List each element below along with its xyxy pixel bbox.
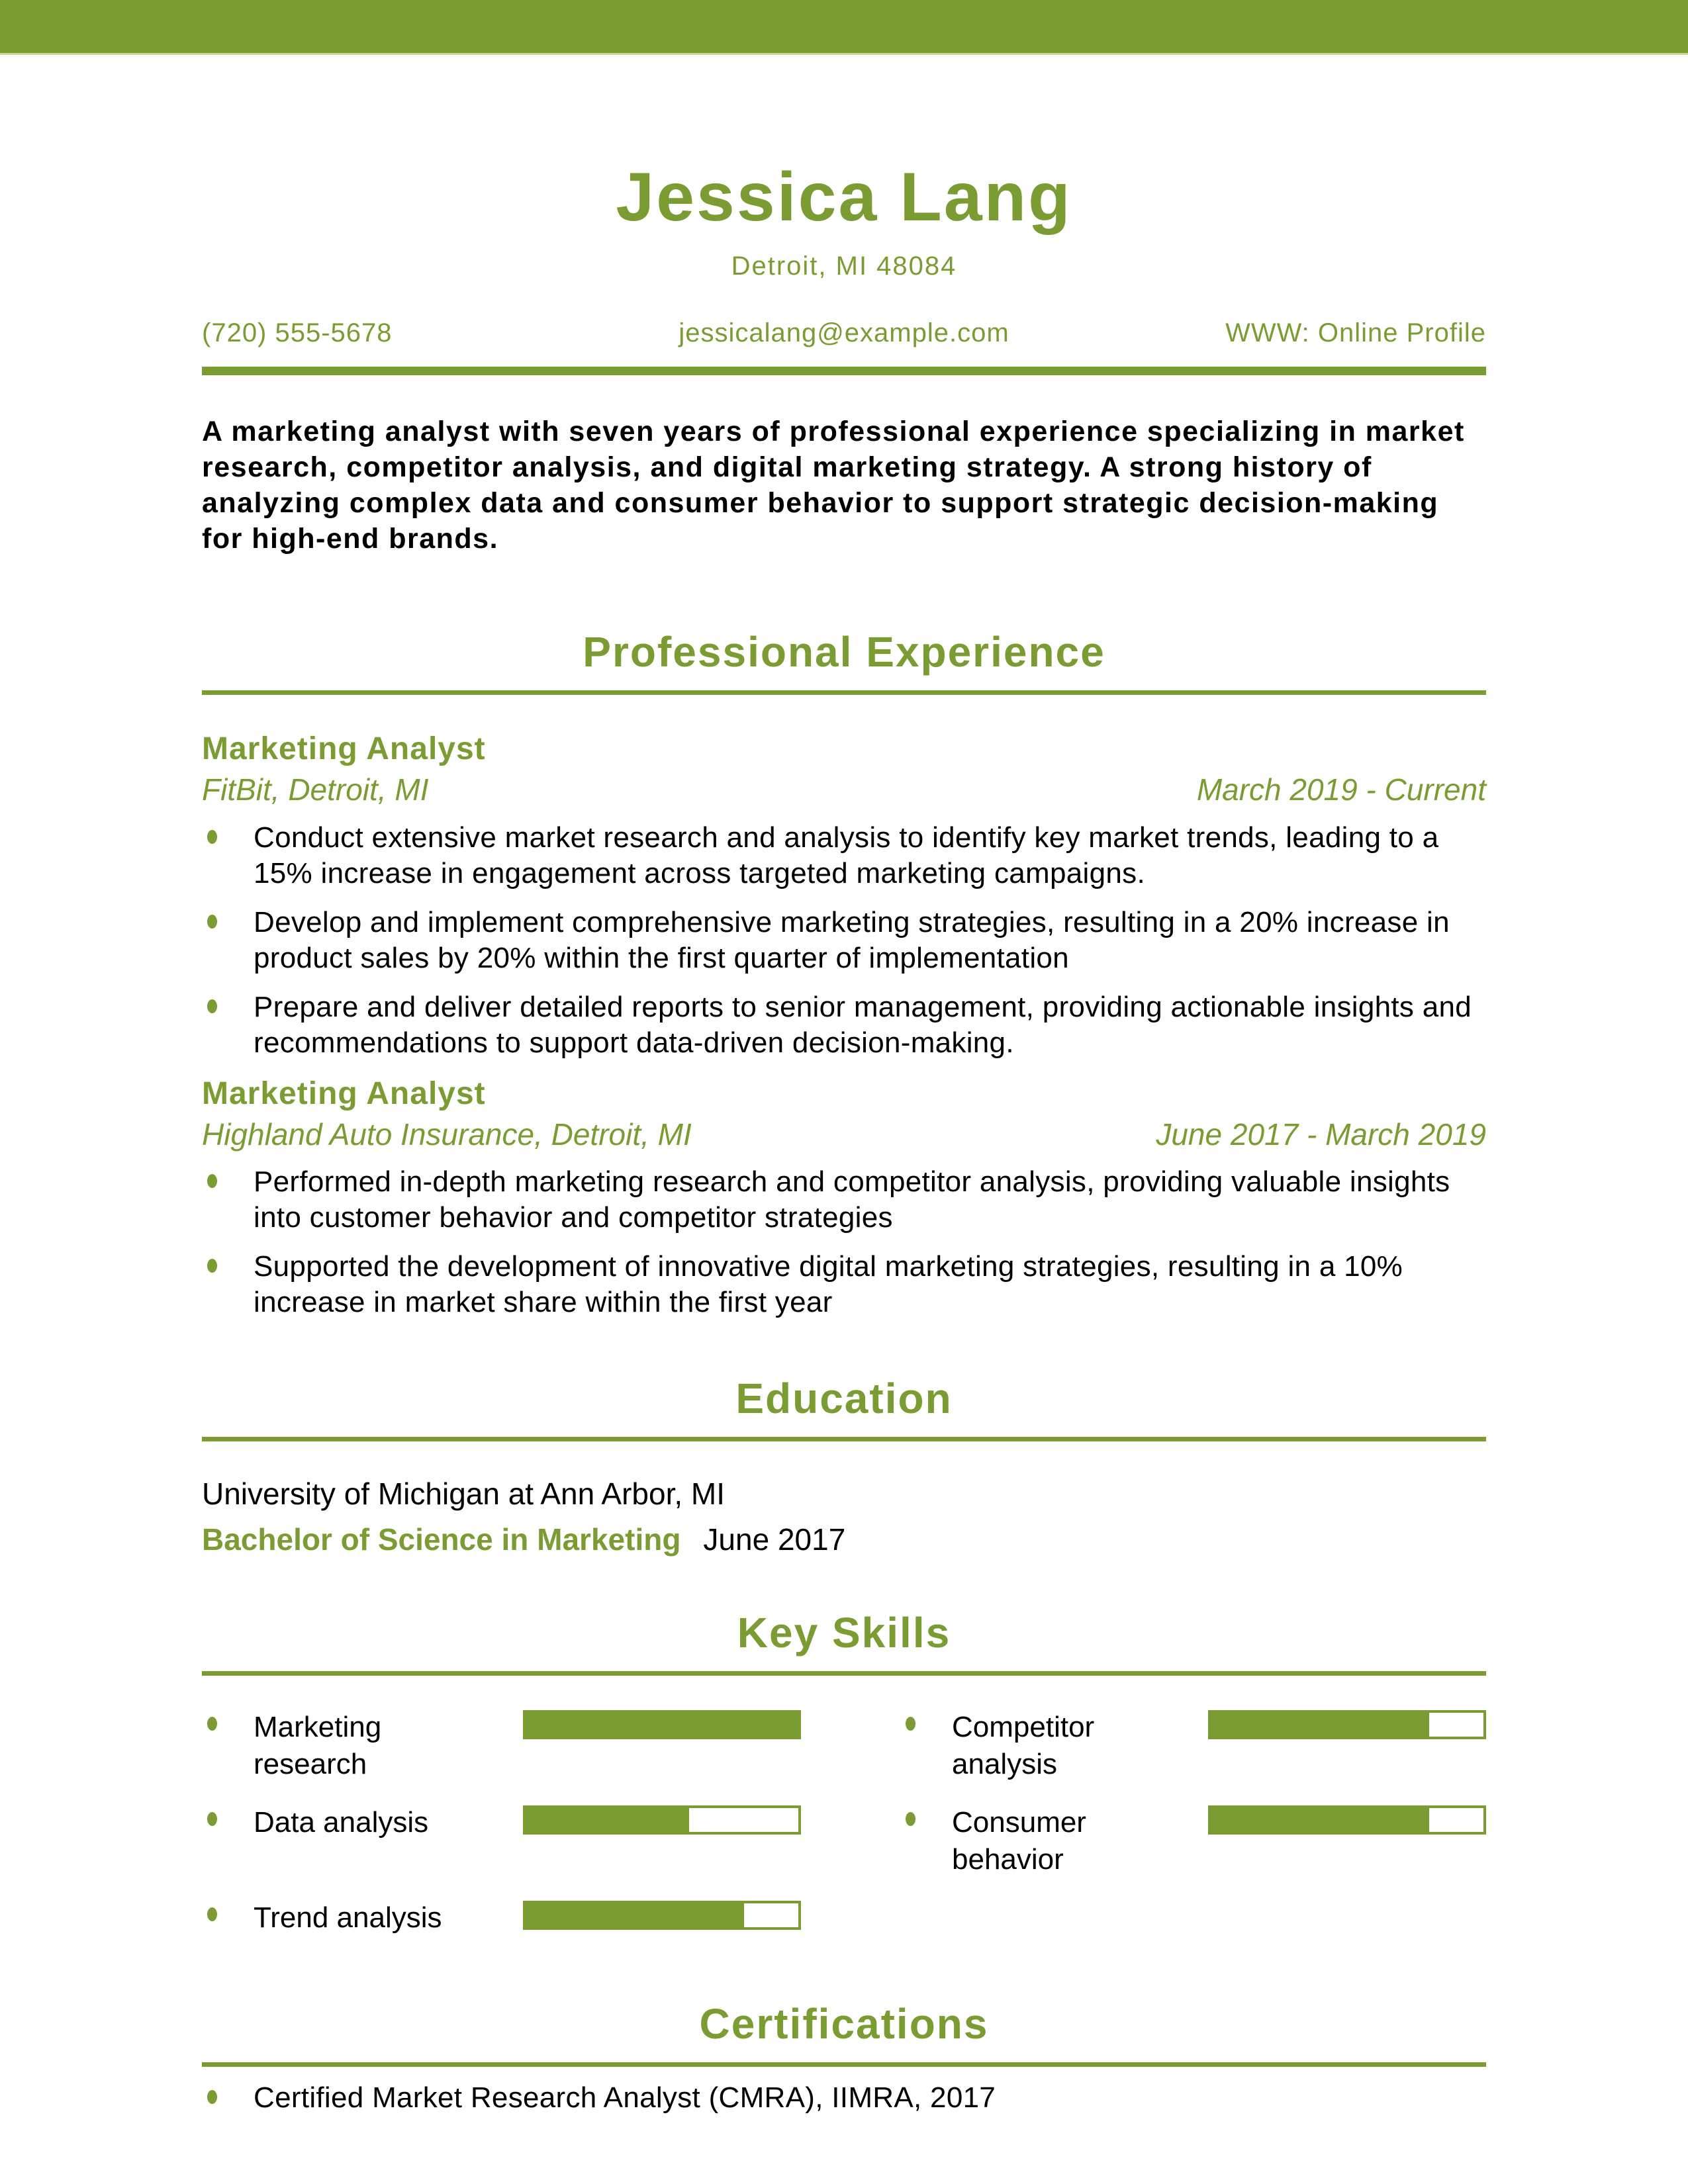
education-degree: Bachelor of Science in Marketing <box>202 1522 681 1557</box>
skill-bar-fill <box>1211 1808 1429 1832</box>
job-title: Marketing Analyst <box>202 1075 486 1111</box>
job-bullet-list <box>202 1164 1486 1320</box>
section-title-education: Education <box>735 1375 953 1423</box>
bullet-text: Performed in-depth marketing research and competitor analysis, providing valuable insights into customer behavior and competitor strategies <box>254 1165 1450 1234</box>
list-item <box>202 989 1486 1061</box>
contact-website: WWW: Online Profile <box>1225 318 1487 347</box>
job-entry <box>202 1075 1486 1321</box>
resume-page <box>202 159 1487 2116</box>
skill-bar <box>523 1710 801 1739</box>
bullet-text: Conduct extensive market research and analysis to identify key market trends, leading to a 15% increase in engagement across targeted marketing campaigns. <box>254 821 1439 889</box>
skill-item <box>900 1804 1486 1878</box>
bullet-icon <box>207 1717 217 1731</box>
list-item <box>202 1249 1486 1320</box>
skill-bar-fill <box>1211 1713 1429 1737</box>
bullet-icon <box>207 1259 217 1273</box>
job-entry <box>202 733 1486 1061</box>
contact-row <box>202 318 1486 348</box>
job-title: Marketing Analyst <box>202 731 486 766</box>
list-item <box>202 905 1486 976</box>
bullet-text: Prepare and deliver detailed reports to senior management, providing actionable insights and recommendations to support data-driven decision-making. <box>254 990 1472 1059</box>
job-bullet-list <box>202 820 1486 1061</box>
skill-label: Competitor analysis <box>952 1710 1095 1780</box>
bullet-icon <box>207 2090 217 2104</box>
section-title-experience: Professional Experience <box>583 628 1105 676</box>
skill-label: Consumer behavior <box>952 1805 1086 1876</box>
candidate-location: Detroit, MI 48084 <box>731 251 957 281</box>
skill-bar <box>1208 1710 1486 1739</box>
job-company: Highland Auto Insurance, Detroit, MI <box>202 1116 692 1152</box>
bullet-icon <box>207 830 217 844</box>
skill-label: Trend analysis <box>254 1901 442 1934</box>
education-date: June 2017 <box>703 1522 846 1557</box>
skill-bar-fill <box>526 1903 744 1927</box>
list-item <box>202 2080 1486 2116</box>
skill-item <box>202 1709 801 1783</box>
skill-item <box>202 1899 801 1936</box>
section-title-skills: Key Skills <box>737 1608 951 1657</box>
skill-bar <box>1208 1805 1486 1835</box>
section-divider-experience <box>202 690 1486 695</box>
list-item <box>202 1164 1486 1236</box>
top-accent-bar <box>0 0 1688 55</box>
header-divider <box>202 367 1486 375</box>
skill-bar <box>523 1901 801 1930</box>
certification-text: Certified Market Research Analyst (CMRA), IIMRA, 2017 <box>254 2081 996 2114</box>
section-title-certifications: Certifications <box>699 1999 989 2048</box>
bullet-icon <box>207 1174 217 1188</box>
bullet-icon <box>906 1717 915 1731</box>
education-school: University of Michigan at Ann Arbor, MI <box>202 1477 726 1512</box>
bullet-text: Develop and implement comprehensive marketing strategies, resulting in a 20% increase in product sales by 20% within the first quarter of implementation <box>254 905 1450 974</box>
skill-item <box>202 1804 801 1878</box>
skill-bar-fill <box>526 1808 689 1832</box>
bullet-text: Supported the development of innovative digital marketing strategies, resulting in a 10% increase in market share within the first year <box>254 1250 1403 1319</box>
list-item <box>202 820 1486 891</box>
certifications-list <box>202 2080 1486 2116</box>
candidate-name: Jessica Lang <box>616 159 1072 236</box>
skill-bar <box>523 1805 801 1835</box>
section-divider-skills <box>202 1671 1486 1676</box>
skill-label: Data analysis <box>254 1805 429 1839</box>
skills-grid <box>202 1709 1486 1936</box>
contact-email: jessicalang@example.com <box>679 318 1009 347</box>
bullet-icon <box>906 1812 915 1826</box>
education-degree-row <box>202 1522 1486 1558</box>
section-divider-education <box>202 1437 1486 1441</box>
bullet-icon <box>207 1907 217 1921</box>
skill-bar-fill <box>526 1713 798 1737</box>
job-meta-row <box>202 1118 1486 1152</box>
job-dates: June 2017 - March 2019 <box>1156 1116 1486 1152</box>
bullet-icon <box>207 1812 217 1826</box>
bullet-icon <box>207 915 217 929</box>
professional-summary: A marketing analyst with seven years of professional experience specializing in market research, competitor analysis, and digital marketing strategy. A strong history of analyzing complex data and consumer behavior to support strategic decision-making for high-end brands. <box>202 416 1465 555</box>
contact-phone: (720) 555-5678 <box>202 318 393 347</box>
job-dates: March 2019 - Current <box>1196 772 1486 807</box>
bullet-icon <box>207 999 217 1013</box>
skill-label: Marketing research <box>254 1710 382 1780</box>
job-meta-row <box>202 773 1486 807</box>
section-divider-certifications <box>202 2062 1486 2067</box>
skill-item <box>900 1709 1486 1783</box>
job-company: FitBit, Detroit, MI <box>202 772 429 807</box>
